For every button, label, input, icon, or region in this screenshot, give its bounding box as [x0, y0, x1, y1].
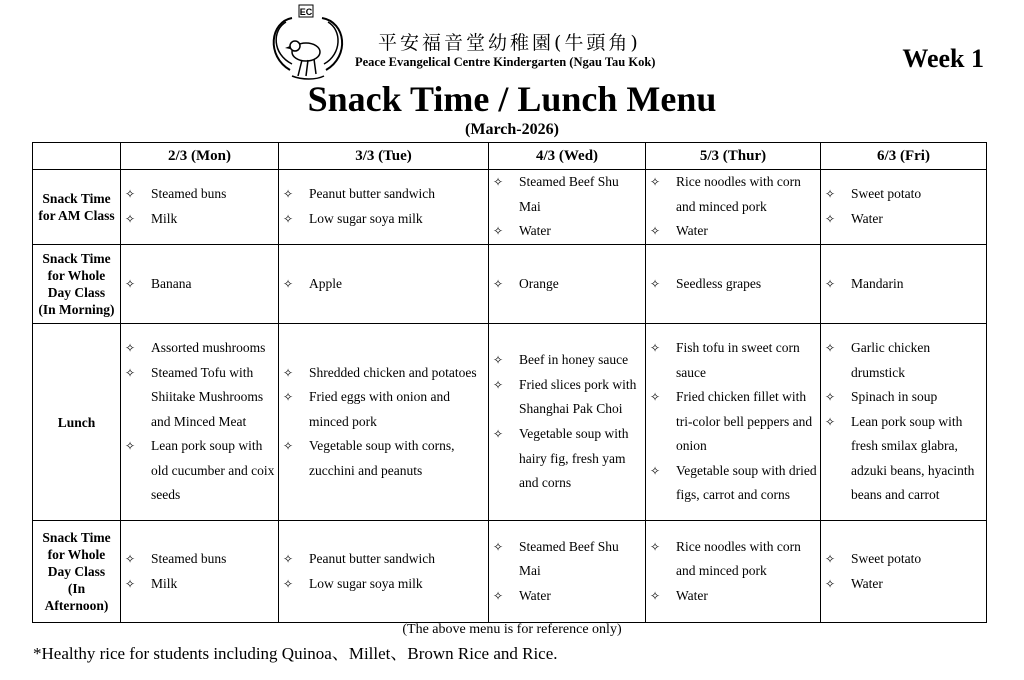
menu-item	[650, 385, 818, 459]
row-label-line: Snack Time	[42, 191, 111, 206]
menu-cell	[646, 324, 821, 521]
menu-item	[650, 584, 818, 609]
menu-row	[33, 324, 987, 521]
diamond-star-icon: ✧	[825, 187, 836, 202]
diamond-star-icon: ✧	[283, 390, 294, 405]
menu-item-text: Shredded chicken and potatoes	[309, 364, 477, 380]
menu-item-text: Peanut butter sandwich	[309, 186, 435, 202]
diamond-star-icon: ✧	[493, 377, 504, 392]
diamond-star-icon: ✧	[125, 212, 136, 226]
diamond-star-icon: ✧	[650, 340, 661, 355]
menu-item-list	[646, 272, 820, 297]
menu-item-text: Fried slices pork with Shanghai Pak Choi	[519, 376, 637, 417]
menu-item-list	[279, 272, 488, 297]
menu-item-text: Vegetable soup with corns, zucchini and peanuts	[309, 438, 455, 478]
row-label-line: Day Class	[47, 285, 106, 300]
diamond-star-icon: ✧	[283, 212, 294, 226]
menu-item-text: Mandarin	[851, 275, 904, 291]
reference-note: (The above menu is for reference only)	[402, 622, 622, 637]
diamond-star-icon: ✧	[125, 276, 136, 291]
menu-item-text: Milk	[151, 211, 178, 226]
menu-item	[125, 207, 276, 232]
row-label	[33, 521, 121, 623]
menu-item-text: Assorted mushrooms	[151, 339, 266, 355]
menu-item-text: Vegetable soup with dried figs, carrot and corns	[676, 462, 817, 503]
menu-item-text: Fish tofu in sweet corn sauce	[676, 339, 800, 380]
menu-item	[825, 336, 984, 385]
menu-item	[283, 182, 486, 207]
menu-cell	[821, 170, 987, 245]
menu-item	[283, 272, 486, 297]
menu-item-text: Garlic chicken drumstick	[851, 339, 931, 380]
menu-item	[493, 535, 643, 584]
menu-item	[283, 207, 486, 232]
menu-item	[493, 170, 643, 219]
diamond-star-icon: ✧	[493, 539, 504, 554]
menu-item	[493, 348, 643, 373]
diamond-star-icon: ✧	[283, 187, 294, 202]
menu-item-text: Rice noodles with corn and minced pork	[676, 538, 801, 579]
menu-cell	[489, 170, 646, 245]
menu-item-list	[121, 547, 278, 596]
menu-row	[33, 245, 987, 324]
menu-cell	[646, 521, 821, 623]
menu-item-text: Fried eggs with onion and minced pork	[309, 389, 450, 429]
menu-item-text: Steamed buns	[151, 186, 227, 202]
day-header: 3/3 (Tue)	[279, 143, 489, 170]
menu-item-text: Sweet potato	[851, 550, 922, 566]
menu-item-text: Peanut butter sandwich	[309, 550, 435, 566]
row-label-line: Afternoon)	[44, 598, 109, 613]
row-label-line: for Whole	[47, 547, 106, 562]
menu-item-text: Banana	[151, 275, 192, 291]
diamond-star-icon: ✧	[650, 276, 661, 291]
day-header: 4/3 (Wed)	[489, 143, 646, 170]
menu-item-list	[821, 272, 986, 297]
menu-cell	[279, 521, 489, 623]
diamond-star-icon: ✧	[650, 539, 661, 554]
menu-item	[493, 219, 643, 244]
menu-item-list	[121, 336, 278, 508]
menu-item-text: Water	[851, 575, 883, 591]
menu-cell	[279, 170, 489, 245]
menu-item	[825, 572, 984, 597]
menu-item	[825, 207, 984, 232]
diamond-star-icon: ✧	[493, 353, 504, 368]
row-label-line: Snack Time	[42, 530, 111, 545]
diamond-star-icon: ✧	[493, 427, 504, 441]
menu-item	[825, 410, 984, 508]
menu-item-text: Apple	[309, 275, 342, 291]
menu-item-list	[821, 336, 986, 508]
diamond-star-icon: ✧	[650, 224, 661, 239]
diamond-star-icon: ✧	[825, 551, 836, 566]
menu-item-list	[489, 272, 645, 297]
menu-item	[650, 459, 818, 508]
diamond-star-icon: ✧	[283, 576, 294, 591]
row-label-line: Day Class	[47, 564, 106, 579]
page-title: Snack Time / Lunch Menu	[307, 79, 717, 119]
diamond-star-icon: ✧	[650, 463, 661, 478]
menu-item	[125, 182, 276, 207]
menu-cell	[279, 324, 489, 521]
menu-item	[825, 182, 984, 207]
diamond-star-icon: ✧	[825, 414, 836, 429]
row-label	[33, 324, 121, 521]
row-label-line: for AM Class	[38, 208, 115, 223]
diamond-star-icon: ✧	[125, 340, 136, 355]
day-header: 2/3 (Mon)	[121, 143, 279, 170]
menu-item	[125, 434, 276, 508]
menu-item-list	[121, 182, 278, 231]
menu-cell	[646, 170, 821, 245]
row-label	[33, 245, 121, 324]
row-label-line: (In Morning)	[38, 302, 115, 317]
diamond-star-icon: ✧	[283, 551, 294, 566]
day-header: 6/3 (Fri)	[821, 143, 987, 170]
day-header-row	[33, 143, 987, 170]
menu-item-text: Steamed buns	[151, 550, 227, 566]
menu-cell	[489, 324, 646, 521]
menu-item-text: Water	[676, 587, 708, 603]
menu-row	[33, 170, 987, 245]
row-label-line: (In	[67, 581, 86, 596]
menu-item	[650, 272, 818, 297]
menu-item	[825, 385, 984, 410]
menu-item-text: Beef in honey sauce	[519, 352, 629, 368]
diamond-star-icon: ✧	[125, 576, 136, 591]
menu-item-text: Spinach in soup	[851, 389, 938, 405]
menu-item-text: Steamed Tofu with Shiitake Mushrooms and Minced Meat	[151, 364, 264, 429]
svg-text:EC: EC	[299, 7, 313, 17]
menu-item-text: Low sugar soya milk	[309, 575, 423, 591]
menu-item	[125, 336, 276, 361]
row-label	[33, 170, 121, 245]
menu-item	[283, 547, 486, 572]
menu-item-text: Sweet potato	[851, 186, 922, 202]
diamond-star-icon: ✧	[825, 390, 836, 405]
menu-item-text: Lean pork soup with old cucumber and coix seeds	[151, 438, 275, 503]
menu-cell	[489, 521, 646, 623]
menu-cell	[821, 324, 987, 521]
menu-cell	[821, 521, 987, 623]
menu-row	[33, 521, 987, 623]
menu-item-list	[279, 361, 488, 484]
menu-item	[125, 547, 276, 572]
menu-cell	[489, 245, 646, 324]
menu-item	[283, 572, 486, 597]
row-label-line: Snack Time	[42, 251, 111, 266]
menu-item	[825, 547, 984, 572]
menu-item	[493, 373, 643, 422]
diamond-star-icon: ✧	[825, 276, 836, 291]
diamond-star-icon: ✧	[825, 212, 836, 226]
diamond-star-icon: ✧	[283, 439, 294, 454]
menu-item-list	[489, 170, 645, 244]
diamond-star-icon: ✧	[125, 187, 136, 202]
menu-item-text: Vegetable soup with hairy fig, fresh yam and corns	[519, 426, 629, 491]
menu-cell	[279, 245, 489, 324]
menu-item-list	[489, 535, 645, 609]
healthy-rice-footnote: *Healthy rice for students including Quinoa、Millet、Brown Rice and Rice.	[33, 644, 558, 663]
school-name-chinese: 平安福音堂幼稚園(牛頭角)	[378, 32, 641, 54]
diamond-star-icon: ✧	[283, 365, 294, 380]
row-label-line: Lunch	[57, 414, 96, 430]
menu-item-text: Fried chicken fillet with tri-color bell peppers and onion	[676, 389, 813, 454]
menu-item-text: Steamed Beef Shu Mai	[519, 174, 619, 214]
menu-cell	[121, 245, 279, 324]
menu-item	[283, 385, 486, 434]
menu-item	[650, 170, 818, 219]
menu-item-text: Lean pork soup with fresh smilax glabra, adzuki beans, hyacinth beans and carrot	[851, 413, 975, 503]
menu-item-list	[646, 336, 820, 508]
menu-month: (March-2026)	[465, 121, 559, 138]
menu-item-text: Seedless grapes	[676, 275, 762, 291]
diamond-star-icon: ✧	[650, 588, 661, 603]
menu-item-text: Water	[676, 223, 708, 239]
menu-item-text: Water	[519, 223, 551, 239]
menu-item	[493, 272, 643, 297]
menu-item	[125, 361, 276, 435]
menu-item-list	[279, 182, 488, 231]
diamond-star-icon: ✧	[125, 551, 136, 566]
menu-cell	[121, 170, 279, 245]
diamond-star-icon: ✧	[283, 276, 294, 291]
diamond-star-icon: ✧	[825, 576, 836, 591]
menu-item-text: Water	[519, 587, 551, 603]
diamond-star-icon: ✧	[125, 439, 136, 454]
menu-item	[125, 272, 276, 297]
menu-item-text: Low sugar soya milk	[309, 211, 423, 226]
menu-item-list	[279, 547, 488, 596]
corner-cell	[33, 143, 121, 170]
diamond-star-icon: ✧	[493, 588, 504, 603]
menu-item-text: Steamed Beef Shu Mai	[519, 538, 619, 579]
diamond-star-icon: ✧	[650, 175, 661, 190]
diamond-star-icon: ✧	[493, 276, 504, 291]
school-logo	[262, 4, 354, 82]
menu-item	[493, 584, 643, 609]
menu-item-list	[821, 182, 986, 231]
menu-cell	[821, 245, 987, 324]
menu-item	[650, 336, 818, 385]
menu-item	[825, 272, 984, 297]
menu-item-text: Milk	[151, 575, 178, 591]
menu-item-list	[646, 170, 820, 244]
menu-cell	[646, 245, 821, 324]
menu-item-list	[121, 272, 278, 297]
menu-item	[125, 572, 276, 597]
menu-item-list	[646, 535, 820, 609]
menu-item	[493, 422, 643, 496]
diamond-star-icon: ✧	[493, 224, 504, 239]
menu-cell	[121, 521, 279, 623]
menu-item-list	[821, 547, 986, 596]
row-label-line: for Whole	[47, 268, 106, 283]
diamond-star-icon: ✧	[825, 340, 836, 355]
menu-item	[650, 535, 818, 584]
diamond-star-icon: ✧	[650, 390, 661, 405]
diamond-star-icon: ✧	[125, 365, 136, 380]
menu-item-list	[489, 348, 645, 496]
menu-item-text: Water	[851, 211, 883, 226]
menu-item	[283, 434, 486, 483]
menu-item-text: Orange	[519, 275, 559, 291]
school-name-english: Peace Evangelical Centre Kindergarten (Ngau Tau Kok)	[355, 55, 656, 69]
diamond-star-icon: ✧	[493, 175, 504, 190]
menu-item-text: Rice noodles with corn and minced pork	[676, 174, 801, 214]
week-label: Week 1	[902, 44, 984, 73]
day-header: 5/3 (Thur)	[646, 143, 821, 170]
menu-item	[283, 361, 486, 386]
menu-table	[32, 142, 987, 623]
menu-item	[650, 219, 818, 244]
menu-cell	[121, 324, 279, 521]
